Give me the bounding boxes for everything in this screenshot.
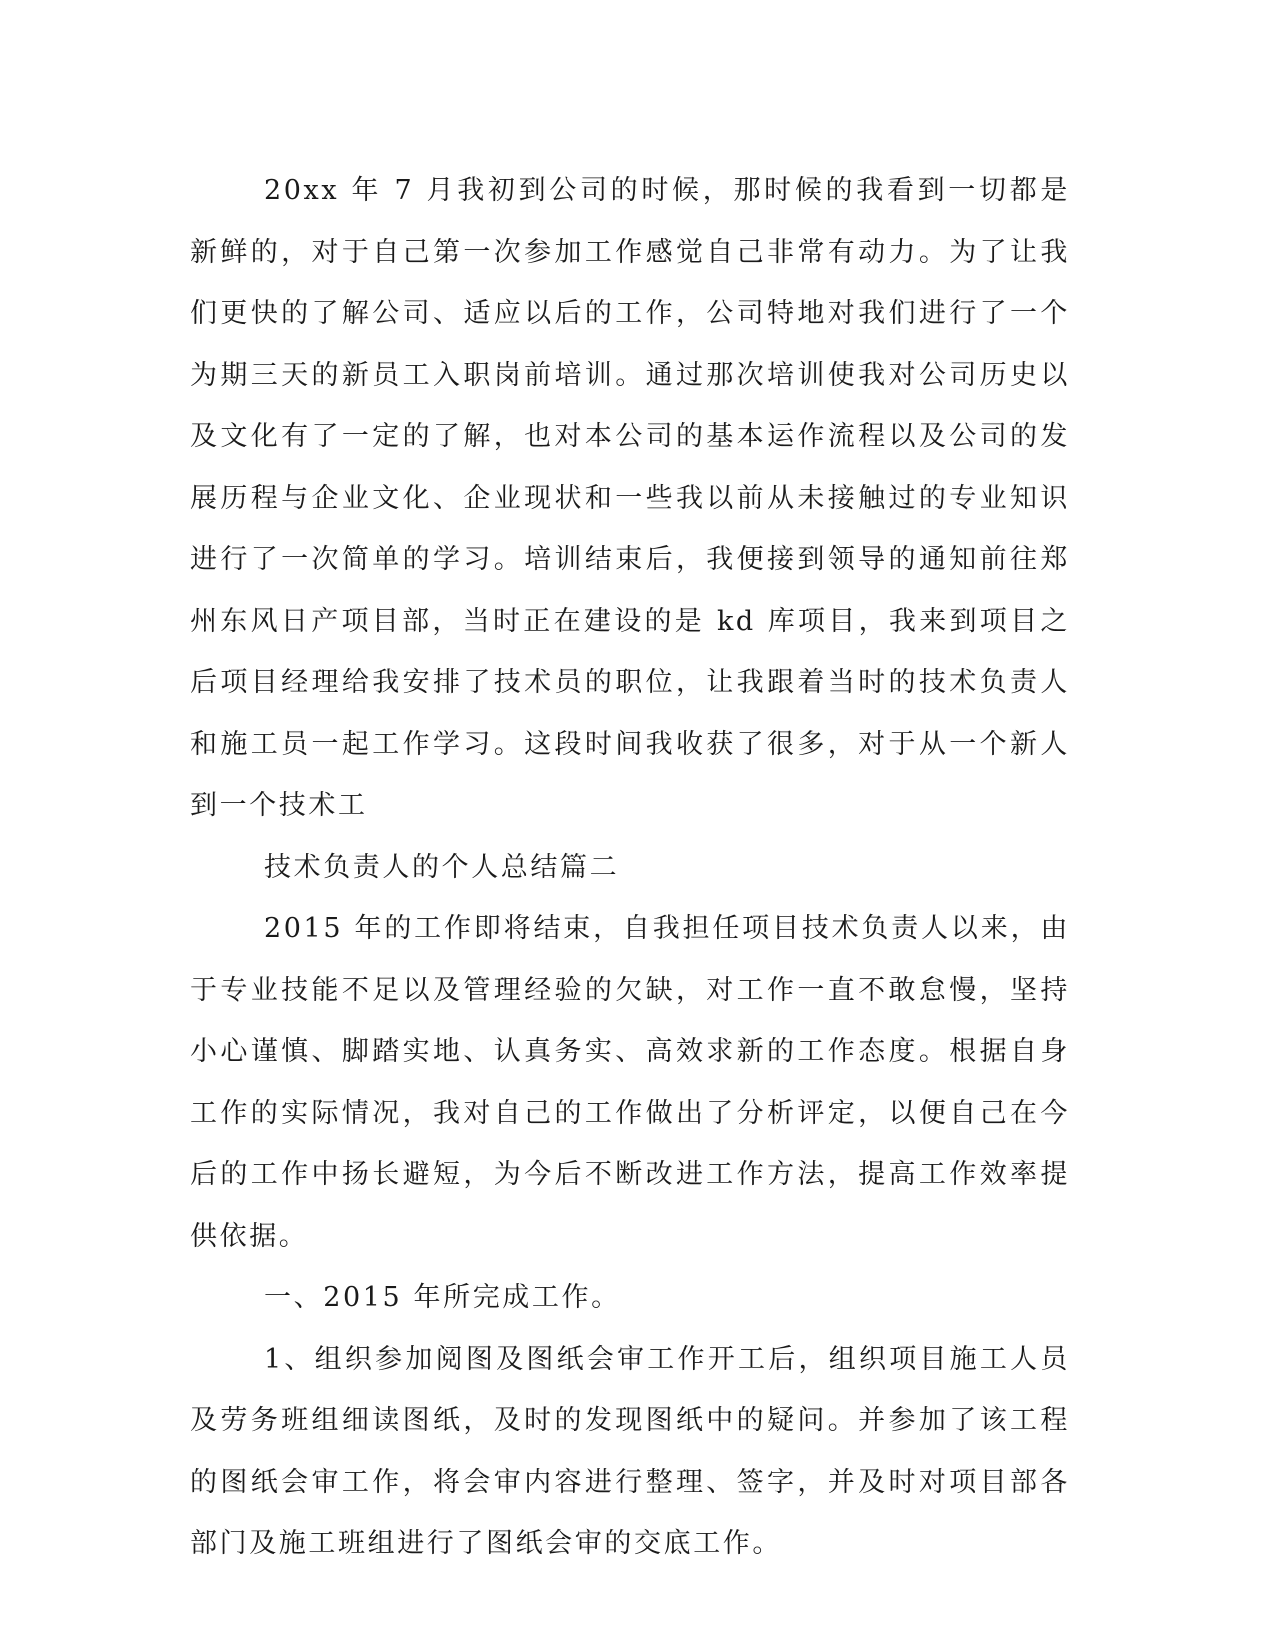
paragraph-summary: 2015 年的工作即将结束，自我担任项目技术负责人以来，由于专业技能不足以及管理经验的欠缺，对工作一直不敢怠慢，坚持小心谨慎、脚踏实地、认真务实、高效求新的工作态度。根据自身工作的实际情况，我对自己的工作做出了分析评定，以便自己在今后的工作中扬长避短，为今后不断改进工作方法，提高工作效率提供依据。: [190, 913, 1070, 1252]
paragraph-drawing-review: 1、组织参加阅图及图纸会审工作开工后，组织项目施工人员及劳务班组细读图纸，及时的发现图纸中的疑问。并参加了该工程的图纸会审工作，将会审内容进行整理、签字，并及时对项目部各部门及施工班组进行了图纸会审的交底工作。: [190, 1343, 1070, 1559]
subheading-completed-work: 一、2015 年所完成工作。: [264, 1282, 621, 1313]
document-body: [190, 160, 1070, 1575]
section-title: 技术负责人的个人总结篇二: [264, 851, 620, 883]
paragraph-intro: 20xx 年 7 月我初到公司的时候，那时候的我看到一切都是新鲜的，对于自己第一次参加工作感觉自己非常有动力。为了让我们更快的了解公司、适应以后的工作，公司特地对我们进行了一个为期三天的新员工入职岗前培训。通过那次培训使我对公司历史以及文化有了一定的了解，也对本公司的基本运作流程以及公司的发展历程与企业文化、企业现状和一些我以前从未接触过的专业知识进行了一次简单的学习。培训结束后，我便接到领导的通知前往郑州东风日产项目部，当时正在建设的是 kd 库项目，我来到项目之后项目经理给我安排了技术员的职位，让我跟着当时的技术负责人和施工员一起工作学习。这段时间我收获了很多，对于从一个新人到一个技术工: [190, 175, 1070, 821]
